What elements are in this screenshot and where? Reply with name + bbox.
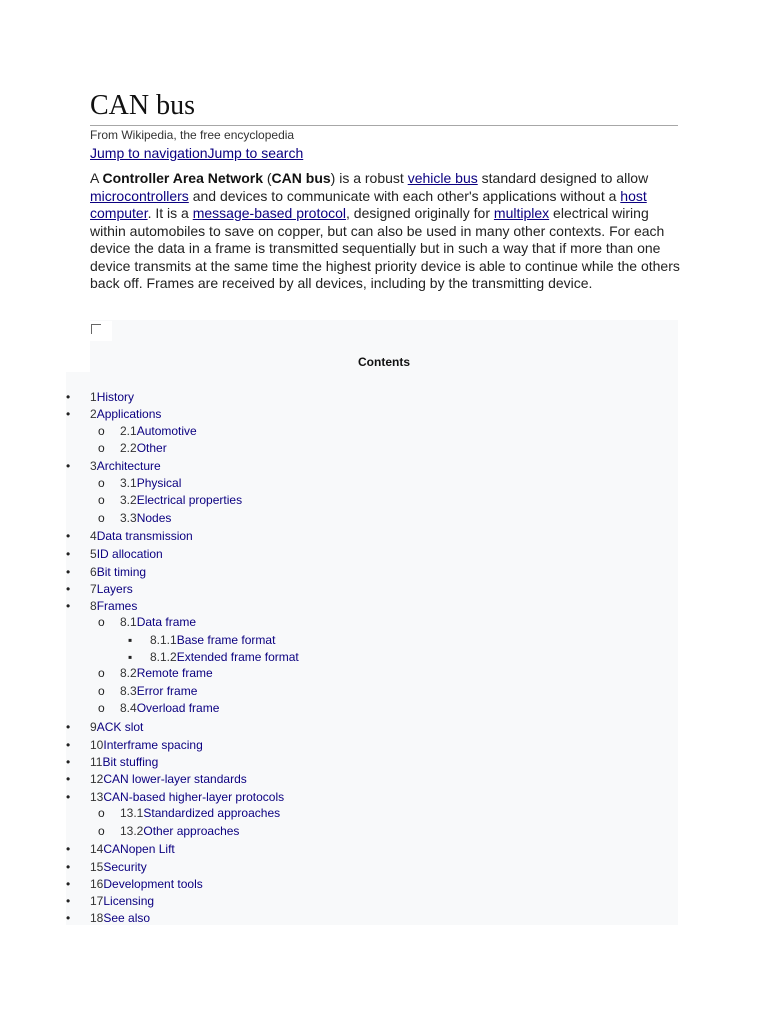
toc-bullet: •	[66, 842, 71, 856]
toc-item-label: Development tools	[103, 877, 203, 891]
toc-item[interactable]	[90, 860, 147, 874]
toc-item-number: 3	[90, 459, 97, 473]
toc-item[interactable]	[90, 755, 158, 769]
toc-item-number: 17	[90, 894, 104, 908]
toc-item-number: 8.2	[120, 666, 137, 680]
toc-item-number: 8.1.2	[150, 650, 177, 664]
toc-item-number: 8.3	[120, 684, 137, 698]
toc-item-label: Other approaches	[143, 824, 240, 838]
link-host-computer[interactable]: host computer	[90, 187, 647, 221]
toc-item-number: 2.2	[120, 441, 137, 455]
toc-item-label: Bit stuffing	[102, 755, 159, 769]
toc-item-number: 3.3	[120, 511, 137, 525]
toc-bullet: ▪	[128, 650, 133, 664]
toc-item-label: Data frame	[136, 615, 197, 629]
toc-item-number: 13.1	[120, 806, 144, 820]
toc-item-number: 8	[90, 599, 97, 613]
toc-item-label: Bit timing	[96, 565, 147, 579]
toc-bullet: o	[98, 493, 105, 507]
link-message-based-protocol[interactable]: message-based protocol	[192, 205, 347, 221]
intro-bold-term: CAN bus	[271, 170, 331, 186]
toc-bullet: •	[66, 459, 71, 473]
toc-bullet: •	[66, 772, 71, 786]
toc-item[interactable]	[120, 615, 196, 629]
toc-title: Contents	[358, 355, 410, 369]
intro-bold-term: Controller Area Network	[102, 170, 263, 186]
toc-bullet: o	[98, 476, 105, 490]
toc-item-number: 8.4	[120, 701, 137, 715]
toc-item-label: Layers	[96, 582, 133, 596]
toc-item[interactable]	[90, 790, 284, 804]
toc-bullet: •	[66, 877, 71, 891]
toc-item-number: 13.2	[120, 824, 144, 838]
toc-item[interactable]	[120, 806, 280, 820]
toc-item-label: Automotive	[136, 424, 197, 438]
toc-item-number: 18	[90, 911, 104, 925]
toc-item[interactable]	[120, 824, 239, 838]
intro-text: . It is a	[147, 205, 193, 221]
toc-bullet: o	[98, 684, 105, 698]
toc-item-number: 10	[90, 738, 104, 752]
toc-bullet: •	[66, 720, 71, 734]
toc-bullet: •	[66, 911, 71, 925]
toc-item-label: CAN-based higher-layer protocols	[103, 790, 285, 804]
toc-bullet: •	[66, 529, 71, 543]
toc-item[interactable]	[90, 599, 137, 613]
intro-text: A	[90, 170, 103, 186]
toc-bullet: ▪	[128, 633, 133, 647]
toc-item[interactable]	[90, 547, 163, 561]
toc-item[interactable]	[90, 459, 161, 473]
toc-item-number: 11	[90, 755, 103, 769]
toc-item[interactable]	[120, 684, 197, 698]
intro-text: ) is a robust	[330, 170, 408, 186]
toc-bullet: •	[66, 390, 71, 404]
toc-item[interactable]	[90, 738, 203, 752]
toc-item-label: Standardized approaches	[143, 806, 281, 820]
page-title: CAN bus	[90, 90, 196, 121]
toc-item-number: 13	[90, 790, 104, 804]
toc-item[interactable]	[90, 911, 150, 925]
toc-item[interactable]	[120, 441, 167, 455]
intro-paragraph	[90, 170, 680, 293]
toc-item-label: Interframe spacing	[103, 738, 203, 752]
toc-item-label: Applications	[96, 407, 162, 421]
toc-item-label: ACK slot	[96, 720, 144, 734]
toc-item-number: 16	[90, 877, 104, 891]
toc-bullet: •	[66, 407, 71, 421]
toc-item-label: Physical	[136, 476, 182, 490]
toc-item[interactable]	[90, 894, 154, 908]
toc-item-number: 8.1.1	[150, 633, 177, 647]
toc-item-number: 5	[90, 547, 97, 561]
toc-bullet: •	[66, 738, 71, 752]
toc-item[interactable]	[120, 493, 242, 507]
toc-item-number: 14	[90, 842, 104, 856]
intro-text: (	[262, 170, 272, 186]
jump-to-search-link[interactable]: Jump to search	[207, 145, 304, 161]
toc-bullet: •	[66, 565, 71, 579]
toc-item-label: CAN lower-layer standards	[103, 772, 247, 786]
toc-item-label: CANopen Lift	[103, 842, 175, 856]
toc-item-label: Remote frame	[136, 666, 213, 680]
toc-item[interactable]	[120, 424, 197, 438]
toc-item-label: Data transmission	[96, 529, 193, 543]
toc-item-number: 2	[90, 407, 97, 421]
link-multiplex[interactable]: multiplex	[493, 205, 550, 221]
toc-item[interactable]	[150, 650, 299, 664]
toc-bullet: •	[66, 547, 71, 561]
toc-item[interactable]	[90, 407, 161, 421]
toc-bullet: •	[66, 860, 71, 874]
toc-item-label: ID allocation	[96, 547, 163, 561]
toc-item[interactable]	[150, 633, 275, 647]
intro-text: electrical wiring within automobiles to save on copper, but can also be used in many other contexts. For each device the data in a frame is transmitted sequentially but in such a way that if more than one device transmits at the same time the highest priority device is able to continue while the others back off. Frames are received by all devices, including by the transmitting device.	[90, 205, 680, 291]
toc-item[interactable]	[120, 701, 219, 715]
toc-item-label: Other	[136, 441, 167, 455]
toc-item[interactable]	[120, 511, 171, 525]
intro-text: standard designed to allow	[477, 170, 649, 186]
toc-item-number: 3.1	[120, 476, 137, 490]
toc-bullet: o	[98, 511, 105, 525]
toc-item-number: 9	[90, 720, 97, 734]
toc-item-number: 4	[90, 529, 97, 543]
toc-item[interactable]	[90, 720, 143, 734]
toc-item[interactable]	[90, 772, 247, 786]
toc-item-number: 7	[90, 582, 97, 596]
jump-links	[90, 145, 303, 161]
toc-bullet: o	[98, 824, 105, 838]
tagline: From Wikipedia, the free encyclopedia	[90, 128, 295, 142]
toc-bullet: o	[98, 615, 105, 629]
toc-item-label: Architecture	[96, 459, 161, 473]
toc-item-label: Overload frame	[136, 701, 220, 715]
toc-item-number: 12	[90, 772, 104, 786]
intro-text: and devices to communicate with each other's applications without a	[188, 187, 621, 204]
toc-bullet: o	[98, 666, 105, 680]
toc-item-number: 6	[90, 565, 97, 579]
toc-item-label: See also	[103, 911, 151, 925]
toc-bullet: •	[66, 894, 71, 908]
link-vehicle-bus[interactable]: vehicle bus	[407, 170, 478, 186]
toc-item-label: Licensing	[103, 894, 155, 908]
toc-bullet: •	[66, 790, 71, 804]
toc-bullet: o	[98, 441, 105, 455]
toc-item-label: History	[96, 390, 135, 404]
toc-item-label: Extended frame format	[176, 650, 299, 664]
toc-item[interactable]	[90, 565, 146, 579]
link-microcontrollers[interactable]: microcontrollers	[90, 187, 189, 204]
toc-bullet: o	[98, 424, 105, 438]
toc-item-number: 15	[90, 860, 104, 874]
toc-item[interactable]	[90, 529, 193, 543]
toc-item-label: Error frame	[136, 684, 198, 698]
toc-bullet: o	[98, 806, 105, 820]
toc-item[interactable]	[120, 666, 213, 680]
toc-toggle-checkbox[interactable]	[90, 321, 112, 341]
toc-item-number: 2.1	[120, 424, 137, 438]
toc-bullet: o	[98, 701, 105, 715]
toc-item-number: 8.1	[120, 615, 137, 629]
toc-item-label: Nodes	[136, 511, 172, 525]
toc-bullet: •	[66, 755, 71, 769]
toc-item[interactable]	[90, 390, 134, 404]
toc-item[interactable]	[90, 842, 175, 856]
toc-item-number: 3.2	[120, 493, 137, 507]
toc-item-label: Base frame format	[176, 633, 276, 647]
toc-item-label: Electrical properties	[136, 493, 243, 507]
toc-bullet: •	[66, 582, 71, 596]
jump-to-navigation-link[interactable]: Jump to navigation	[90, 145, 208, 161]
title-divider	[90, 125, 678, 126]
toc-bullet: •	[66, 599, 71, 613]
toc-item[interactable]	[90, 877, 203, 891]
toc-item[interactable]	[90, 582, 133, 596]
toc-item-label: Frames	[96, 599, 138, 613]
toc-item-label: Security	[103, 860, 147, 874]
toc-item-number: 1	[90, 390, 97, 404]
toc-item[interactable]	[120, 476, 181, 490]
intro-text: , designed originally for	[346, 205, 494, 221]
checkbox-icon	[91, 324, 101, 334]
